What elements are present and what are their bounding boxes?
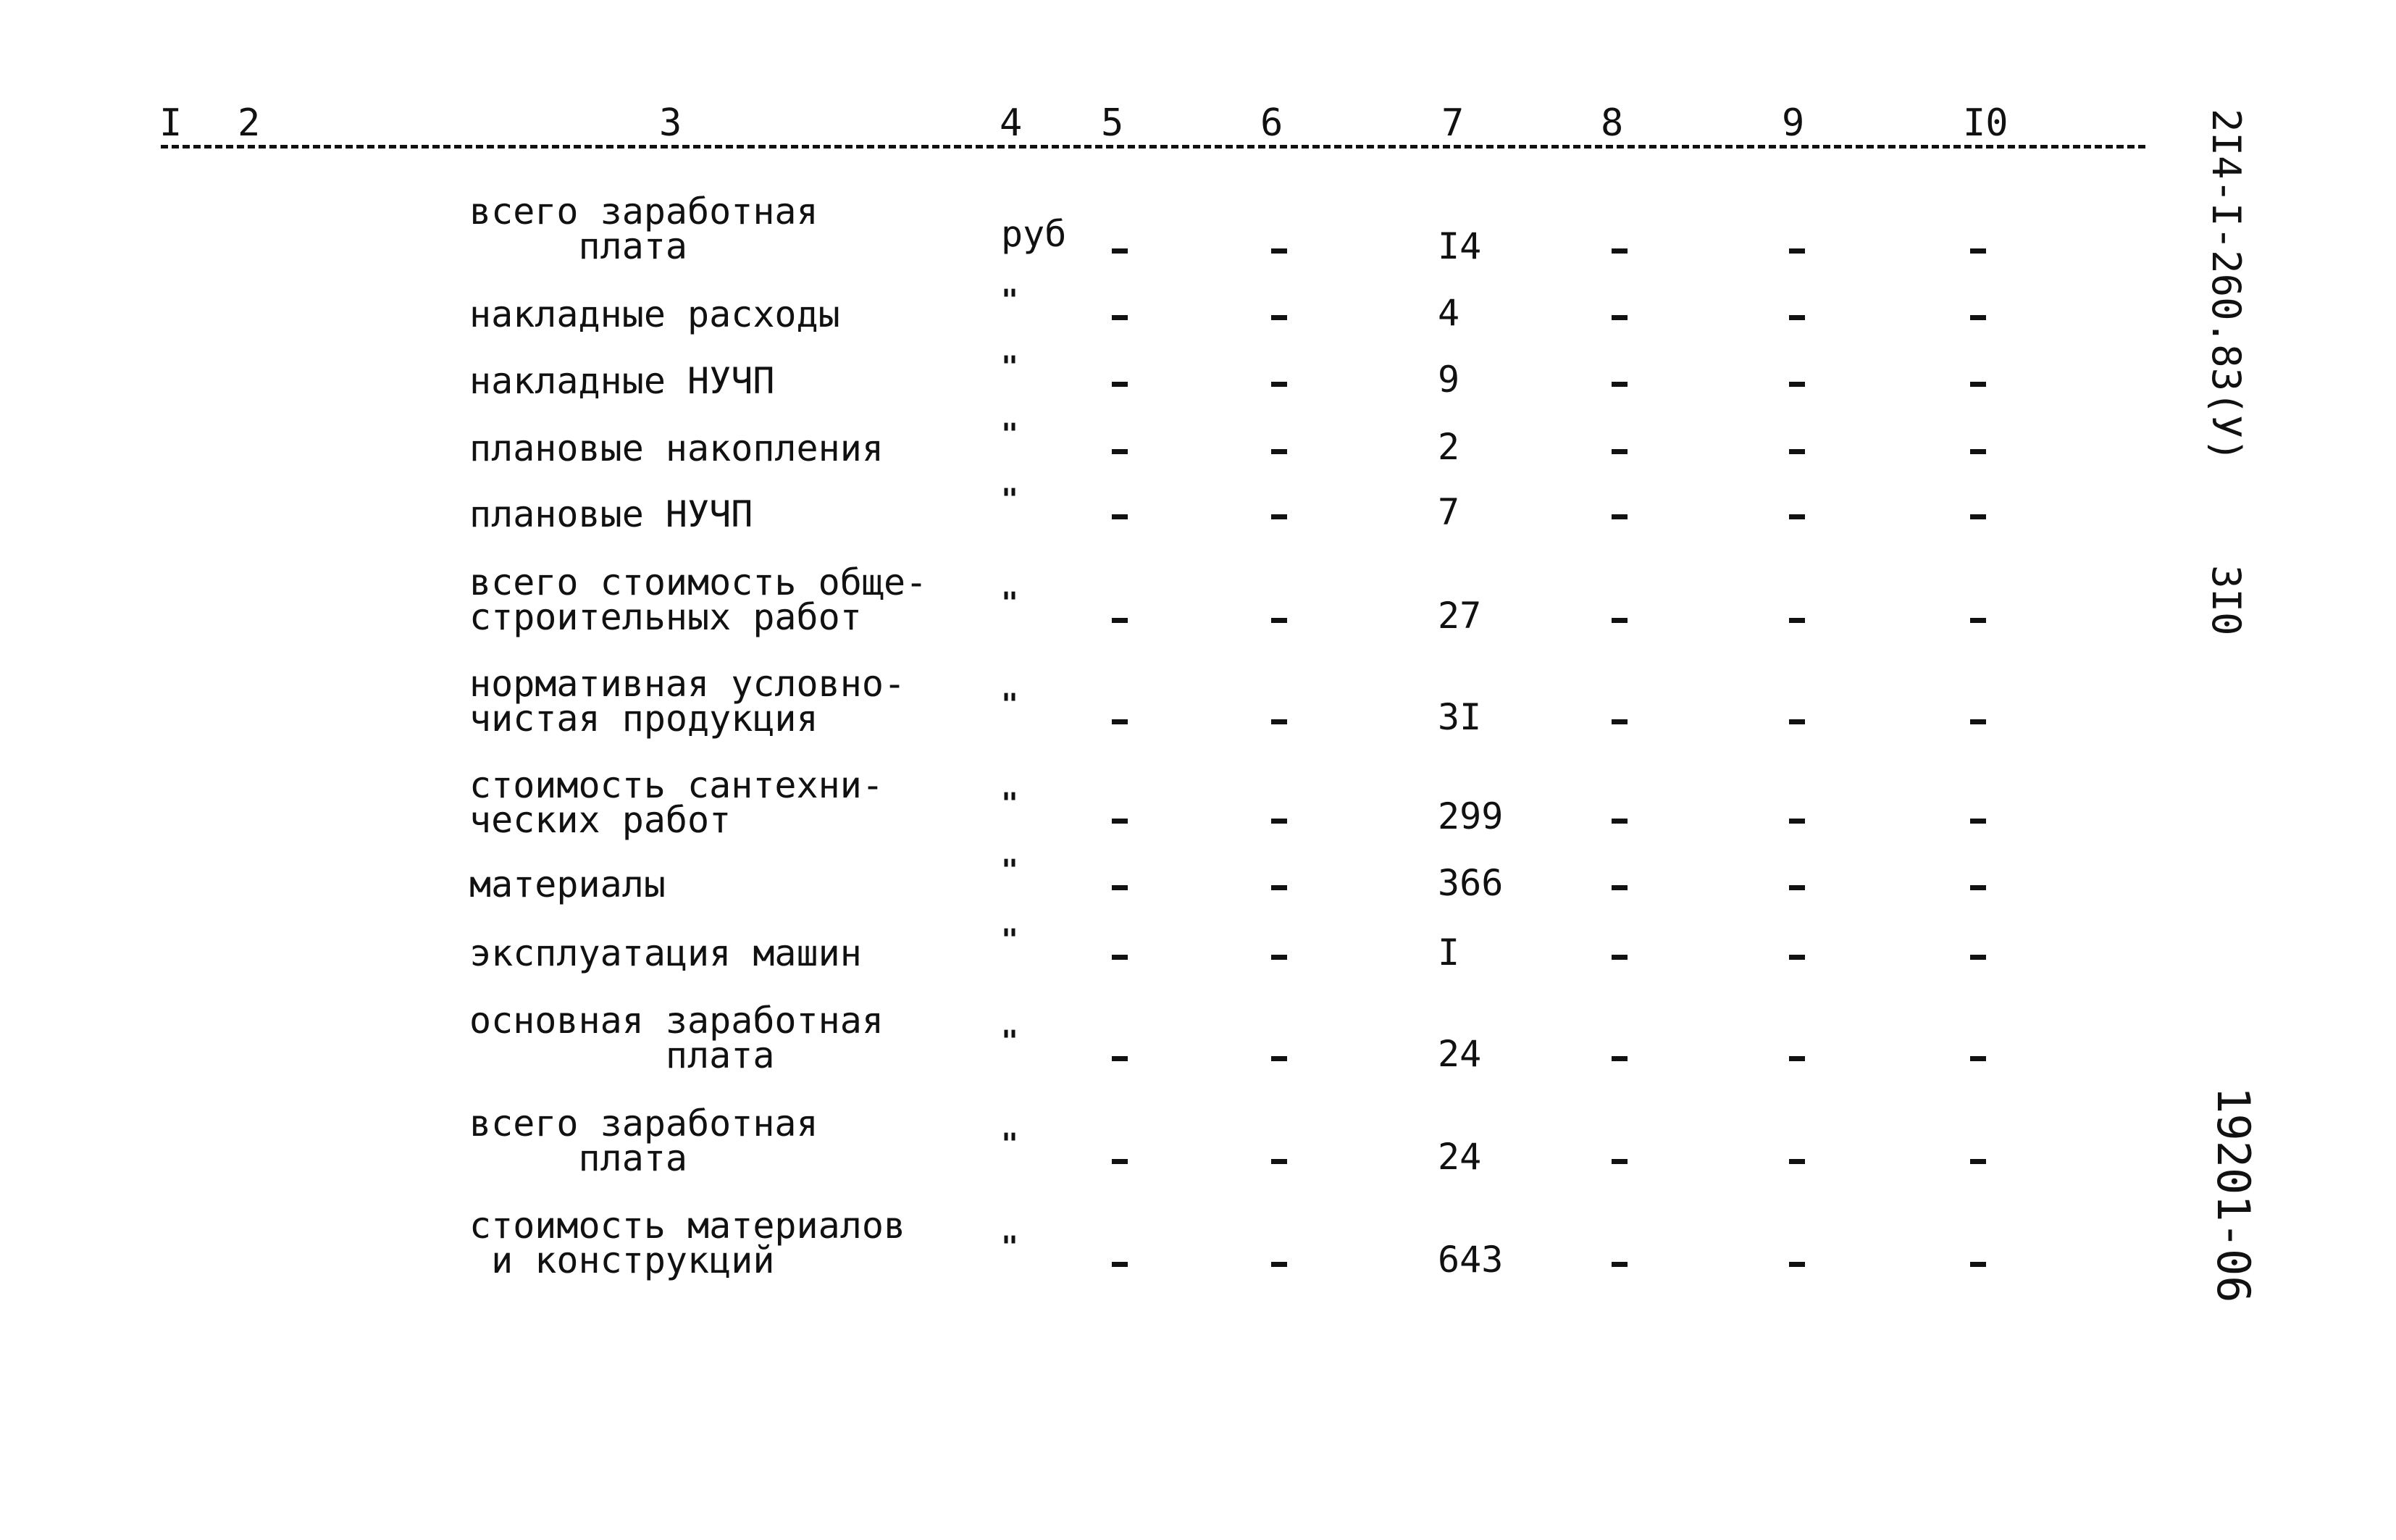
- value-cell: 7: [1438, 491, 1460, 533]
- empty-value-dash: [1271, 315, 1287, 320]
- empty-value-dash: [1789, 315, 1805, 320]
- sheet-code: 19201-06: [2207, 1087, 2260, 1303]
- row-label-line: и конструкций: [469, 1239, 775, 1281]
- row-label: [469, 1205, 906, 1281]
- row-label-line: стоимость сантехни-: [469, 764, 884, 806]
- empty-value-dash: [1970, 449, 1986, 454]
- empty-value-dash: [1970, 955, 1986, 960]
- unit-cell: ": [1001, 787, 1019, 821]
- empty-value-dash: [1612, 382, 1628, 387]
- empty-value-dash: [1970, 1159, 1986, 1164]
- column-number: 5: [1101, 101, 1124, 145]
- row-label-line: стоимость материалов: [469, 1205, 906, 1247]
- value-cell: 299: [1438, 795, 1504, 837]
- empty-value-dash: [1112, 1262, 1128, 1267]
- column-number: 4: [1000, 101, 1023, 145]
- unit-cell: ": [1001, 483, 1019, 516]
- empty-value-dash: [1789, 1056, 1805, 1061]
- value-cell: 4: [1438, 292, 1460, 334]
- column-number: 7: [1441, 101, 1465, 145]
- empty-value-dash: [1970, 382, 1986, 387]
- empty-value-dash: [1970, 248, 1986, 254]
- empty-value-dash: [1271, 885, 1287, 890]
- empty-value-dash: [1112, 719, 1128, 724]
- column-number: 6: [1260, 101, 1283, 145]
- empty-value-dash: [1612, 885, 1628, 890]
- empty-value-dash: [1271, 1262, 1287, 1267]
- empty-value-dash: [1112, 1056, 1128, 1061]
- empty-value-dash: [1612, 315, 1628, 320]
- empty-value-dash: [1970, 1262, 1986, 1267]
- column-number: 3: [659, 101, 682, 145]
- row-label-line: строительных работ: [469, 596, 862, 638]
- empty-value-dash: [1789, 1262, 1805, 1267]
- empty-value-dash: [1271, 618, 1287, 623]
- value-cell: 643: [1438, 1239, 1504, 1281]
- empty-value-dash: [1612, 1262, 1628, 1267]
- value-cell: 366: [1438, 862, 1504, 904]
- column-number: 2: [238, 101, 261, 145]
- row-label-line: накладные расходы: [469, 293, 840, 335]
- empty-value-dash: [1612, 719, 1628, 724]
- row-label-line: эксплуатация машин: [469, 932, 862, 974]
- page-number: 3I0: [2203, 565, 2249, 636]
- empty-value-dash: [1789, 719, 1805, 724]
- unit-cell: ": [1001, 1128, 1019, 1161]
- empty-value-dash: [1271, 514, 1287, 519]
- empty-value-dash: [1970, 618, 1986, 623]
- row-label: [469, 427, 884, 469]
- row-label-line: всего заработная: [469, 191, 818, 233]
- empty-value-dash: [1112, 618, 1128, 623]
- empty-value-dash: [1789, 248, 1805, 254]
- row-label: [469, 663, 906, 740]
- unit-cell: ": [1001, 1025, 1019, 1058]
- empty-value-dash: [1271, 382, 1287, 387]
- row-label: [469, 360, 775, 402]
- empty-value-dash: [1789, 885, 1805, 890]
- row-label-line: ческих работ: [469, 799, 732, 841]
- empty-value-dash: [1112, 248, 1128, 254]
- empty-value-dash: [1112, 885, 1128, 890]
- empty-value-dash: [1112, 1159, 1128, 1164]
- empty-value-dash: [1271, 1056, 1287, 1061]
- empty-value-dash: [1112, 315, 1128, 320]
- empty-value-dash: [1970, 514, 1986, 519]
- row-label: [469, 764, 884, 841]
- row-label-line: плата: [469, 225, 688, 267]
- unit-cell: ": [1001, 1231, 1019, 1264]
- unit-cell: ": [1001, 688, 1019, 721]
- row-label-line: нормативная условно-: [469, 663, 906, 705]
- empty-value-dash: [1789, 819, 1805, 824]
- empty-value-dash: [1789, 382, 1805, 387]
- empty-value-dash: [1789, 955, 1805, 960]
- column-number: 8: [1601, 101, 1624, 145]
- empty-value-dash: [1112, 449, 1128, 454]
- empty-value-dash: [1271, 248, 1287, 254]
- unit-cell: ": [1001, 284, 1019, 317]
- empty-value-dash: [1789, 449, 1805, 454]
- empty-value-dash: [1970, 1056, 1986, 1061]
- empty-value-dash: [1271, 1159, 1287, 1164]
- unit-cell: ": [1001, 924, 1019, 957]
- unit-cell: ": [1001, 418, 1019, 451]
- empty-value-dash: [1612, 1056, 1628, 1061]
- empty-value-dash: [1789, 1159, 1805, 1164]
- row-label: [469, 932, 862, 974]
- empty-value-dash: [1612, 514, 1628, 519]
- empty-value-dash: [1970, 819, 1986, 824]
- empty-value-dash: [1112, 955, 1128, 960]
- row-label: [469, 1102, 818, 1179]
- empty-value-dash: [1612, 618, 1628, 623]
- row-label-line: основная заработная: [469, 1000, 884, 1042]
- empty-value-dash: [1612, 955, 1628, 960]
- column-number: I: [159, 101, 183, 145]
- row-label: [469, 191, 818, 267]
- row-label: [469, 1000, 884, 1076]
- empty-value-dash: [1112, 382, 1128, 387]
- empty-value-dash: [1112, 819, 1128, 824]
- value-cell: 27: [1438, 595, 1482, 637]
- row-label: [469, 561, 928, 638]
- unit-cell: ": [1001, 587, 1019, 620]
- row-label-line: всего стоимость обще-: [469, 561, 928, 603]
- empty-value-dash: [1612, 819, 1628, 824]
- empty-value-dash: [1612, 248, 1628, 254]
- row-label-line: всего заработная: [469, 1102, 818, 1144]
- value-cell: 24: [1438, 1033, 1482, 1075]
- row-label-line: чистая продукция: [469, 698, 818, 740]
- empty-value-dash: [1612, 449, 1628, 454]
- row-label-line: плата: [469, 1137, 688, 1179]
- empty-value-dash: [1112, 514, 1128, 519]
- row-label-line: плановые накопления: [469, 427, 884, 469]
- empty-value-dash: [1271, 819, 1287, 824]
- unit-cell: ": [1001, 351, 1019, 384]
- empty-value-dash: [1970, 315, 1986, 320]
- empty-value-dash: [1271, 719, 1287, 724]
- row-label-line: накладные НУЧП: [469, 360, 775, 402]
- value-cell: I4: [1438, 225, 1482, 267]
- empty-value-dash: [1789, 618, 1805, 623]
- value-cell: I: [1438, 932, 1460, 974]
- value-cell: 3I: [1438, 696, 1482, 738]
- unit-cell: руб: [1001, 213, 1067, 255]
- empty-value-dash: [1612, 1159, 1628, 1164]
- empty-value-dash: [1970, 719, 1986, 724]
- value-cell: 9: [1438, 359, 1460, 401]
- row-label: [469, 863, 666, 905]
- doc-code: 2I4-I-260.83(У): [2203, 109, 2249, 462]
- empty-value-dash: [1789, 514, 1805, 519]
- header-rule: [161, 145, 2145, 148]
- value-cell: 24: [1438, 1136, 1482, 1178]
- column-number: I0: [1963, 101, 2008, 145]
- empty-value-dash: [1271, 449, 1287, 454]
- row-label: [469, 493, 753, 535]
- row-label-line: материалы: [469, 863, 666, 905]
- empty-value-dash: [1970, 885, 1986, 890]
- row-label-line: плата: [469, 1034, 775, 1076]
- unit-cell: ": [1001, 854, 1019, 887]
- column-number: 9: [1782, 101, 1805, 145]
- row-label: [469, 293, 840, 335]
- row-label-line: плановые НУЧП: [469, 493, 753, 535]
- empty-value-dash: [1271, 955, 1287, 960]
- value-cell: 2: [1438, 426, 1460, 468]
